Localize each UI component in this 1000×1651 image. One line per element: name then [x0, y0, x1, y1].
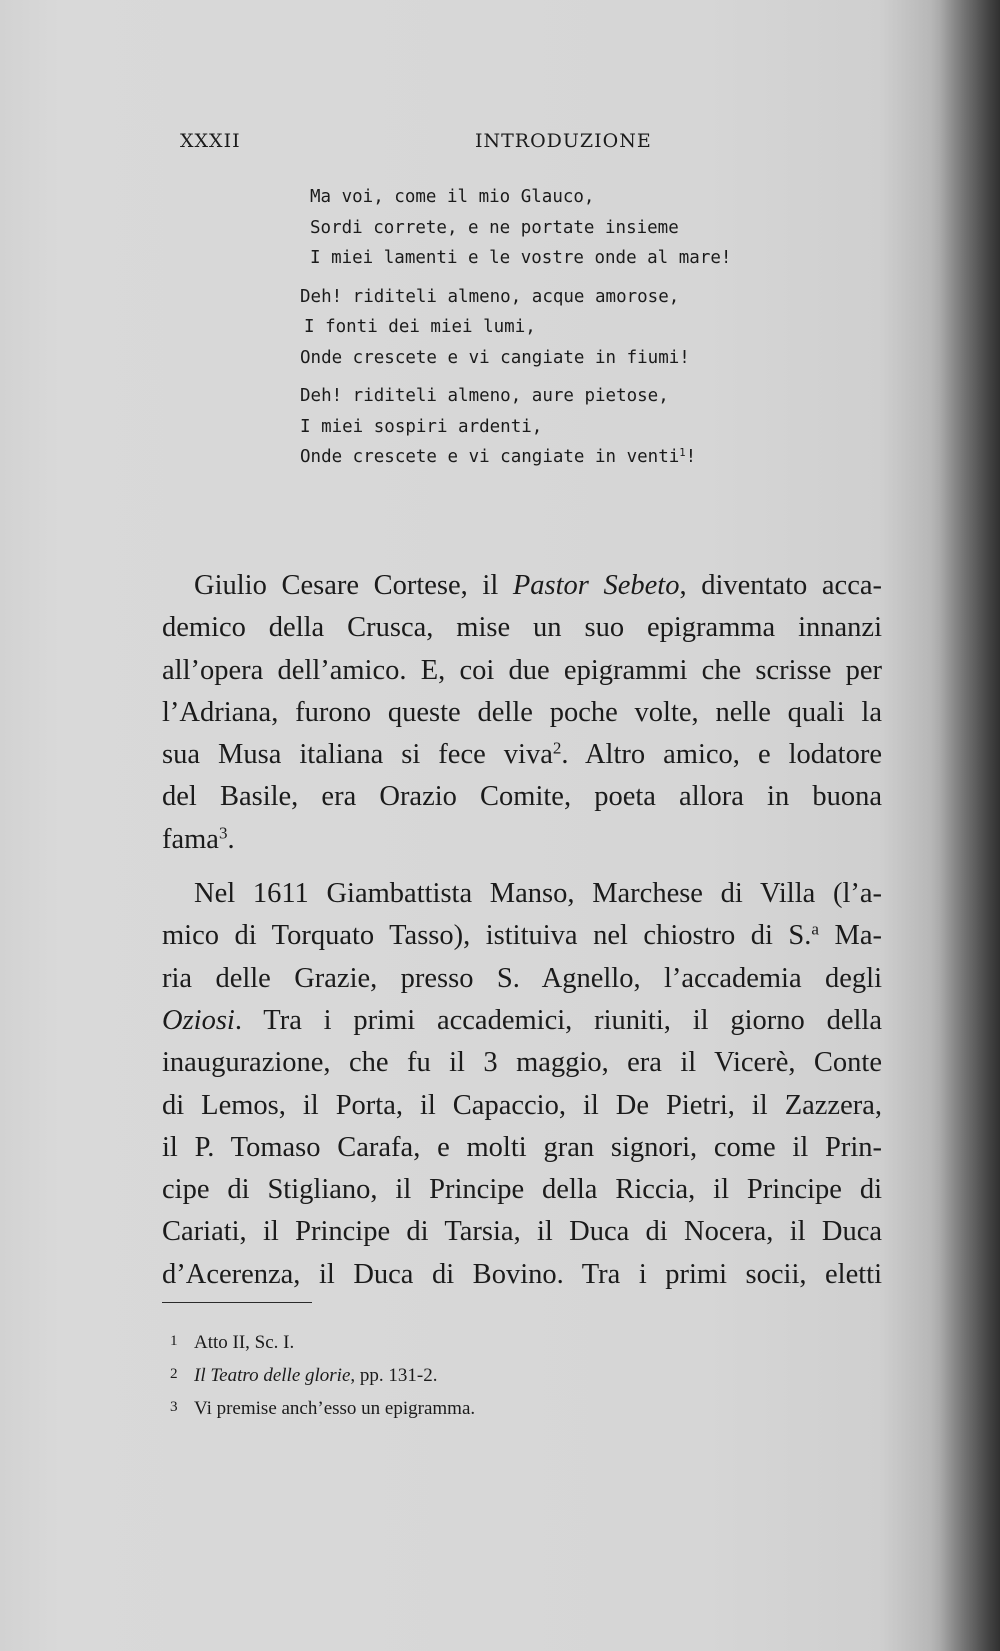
- text-run: Nel 1611 Giambattista Manso, Marchese di Villa (l’a-: [194, 878, 882, 910]
- italic-text: Pastor Sebeto: [512, 570, 680, 601]
- footnote-ref: 2: [552, 738, 562, 758]
- verse-punct: !: [685, 447, 697, 467]
- verse-text: Ma voi, come il mio Glauco,: [310, 187, 595, 207]
- text-run: Giulio Cesare Cortese, il: [194, 570, 513, 601]
- text-line: [162, 1000, 882, 1042]
- verse-text: Deh! riditeli almeno, acque amorose,: [300, 286, 680, 307]
- text-run: , pp. 131-2.: [350, 1365, 438, 1387]
- text-run: l’Adriana, furono queste delle poche volte, nelle quali la: [162, 696, 882, 728]
- footnote-separator: [162, 1302, 312, 1303]
- footnote: [170, 1325, 730, 1358]
- verse-quotation: [300, 182, 760, 481]
- text-run: il P. Tomaso Carafa, e molti gran signori, come il Prin-: [162, 1131, 882, 1163]
- text-line: [162, 692, 882, 734]
- footnote-number: 3: [170, 1398, 178, 1416]
- text-run: del Basile, era Orazio Comite, poeta allora in buona: [162, 781, 882, 813]
- verse-stanza: [300, 381, 760, 473]
- italic-text: Il Teatro delle glorie: [194, 1365, 351, 1387]
- text-run: Vi premise anch’esso un epigramma.: [194, 1398, 476, 1420]
- footnote-ref: a: [811, 919, 819, 939]
- text-line: [162, 958, 882, 1000]
- verse-text: I miei sospiri ardenti,: [300, 416, 543, 437]
- text-line: [162, 1042, 882, 1084]
- italic-text: Oziosi: [162, 1004, 235, 1036]
- body-text: [162, 565, 882, 1308]
- verse-line: [300, 243, 760, 274]
- verse-text: Sordi correte, e ne portate insieme: [310, 217, 679, 238]
- text-line: [162, 819, 882, 861]
- verse-text: Deh! riditeli almeno, aure pietose,: [300, 386, 669, 406]
- text-line: [162, 915, 882, 957]
- text-run: . Altro amico, e lodatore: [561, 739, 882, 771]
- footnote-ref: 3: [218, 823, 228, 843]
- binding-shadow: [930, 0, 1000, 1651]
- text-line: [162, 1169, 882, 1211]
- verse-line: [300, 442, 760, 473]
- page-number: XXXII: [180, 130, 241, 152]
- text-run: mico di Torquato Tasso), istituiva nel chiostro di S.: [162, 920, 812, 952]
- verse-text: Onde crescete e vi cangiate in venti: [300, 447, 680, 467]
- text-run: Atto II, Sc. I.: [194, 1332, 295, 1354]
- text-line: [162, 776, 882, 818]
- paragraph: [162, 873, 882, 1296]
- text-run: ria delle Grazie, presso S. Agnello, l’accademia degli: [162, 962, 882, 994]
- paragraph: [162, 565, 882, 861]
- text-run: inaugurazione, che fu il 3 maggio, era il Vicerè, Conte: [162, 1047, 882, 1079]
- text-run: Cariati, il Principe di Tarsia, il Duca di Nocera, il Duca: [162, 1216, 882, 1248]
- text-run: di Lemos, il Porta, il Capaccio, il De Pietri, il Zazzera,: [162, 1089, 882, 1121]
- text-line: [162, 734, 882, 776]
- verse-stanza: [300, 182, 760, 274]
- text-line: [162, 1211, 882, 1253]
- footnotes: [170, 1325, 730, 1424]
- footnote-ref: 1: [679, 447, 686, 460]
- verse-text: I miei lamenti e le vostre onde al mare!: [310, 248, 732, 268]
- text-line: [162, 1254, 882, 1296]
- verse-line: [300, 182, 760, 213]
- text-run: Ma-: [819, 920, 882, 952]
- footnote: [170, 1391, 730, 1424]
- footnote: [170, 1358, 730, 1391]
- verse-line: [300, 213, 760, 244]
- text-line: [162, 873, 882, 915]
- running-title: INTRODUZIONE: [475, 130, 652, 152]
- text-run: sua Musa italiana si fece viva: [162, 739, 553, 771]
- verse-line: [300, 312, 760, 343]
- text-run: cipe di Stigliano, il Principe della Riccia, il Principe di: [162, 1174, 882, 1206]
- verse-text: Onde crescete e vi cangiate in fiumi!: [300, 347, 690, 368]
- verse-text: I fonti dei miei lumi,: [304, 317, 536, 337]
- text-run: , diventato acca-: [679, 570, 882, 601]
- text-line: [162, 607, 882, 649]
- verse-line: [300, 282, 760, 313]
- footnote-number: 1: [170, 1332, 178, 1349]
- verse-stanza: [300, 282, 760, 374]
- text-line: [162, 565, 882, 607]
- footnote-number: 2: [170, 1365, 178, 1383]
- text-run: .: [227, 823, 235, 855]
- text-run: d’Acerenza, il Duca di Bovino. Tra i primi socii, eletti: [162, 1258, 882, 1290]
- text-run: all’opera dell’amico. E, coi due epigrammi che scrisse per: [162, 654, 882, 686]
- text-run: demico della Crusca, mise un suo epigramma innanzi: [162, 612, 882, 644]
- text-line: [162, 1127, 882, 1169]
- text-line: [162, 650, 882, 692]
- verse-line: [300, 381, 760, 412]
- text-run: . Tra i primi accademici, riuniti, il giorno della: [234, 1004, 882, 1036]
- verse-line: [300, 412, 760, 443]
- text-line: [162, 1085, 882, 1127]
- text-run: fama: [162, 823, 219, 855]
- verse-line: [300, 343, 760, 374]
